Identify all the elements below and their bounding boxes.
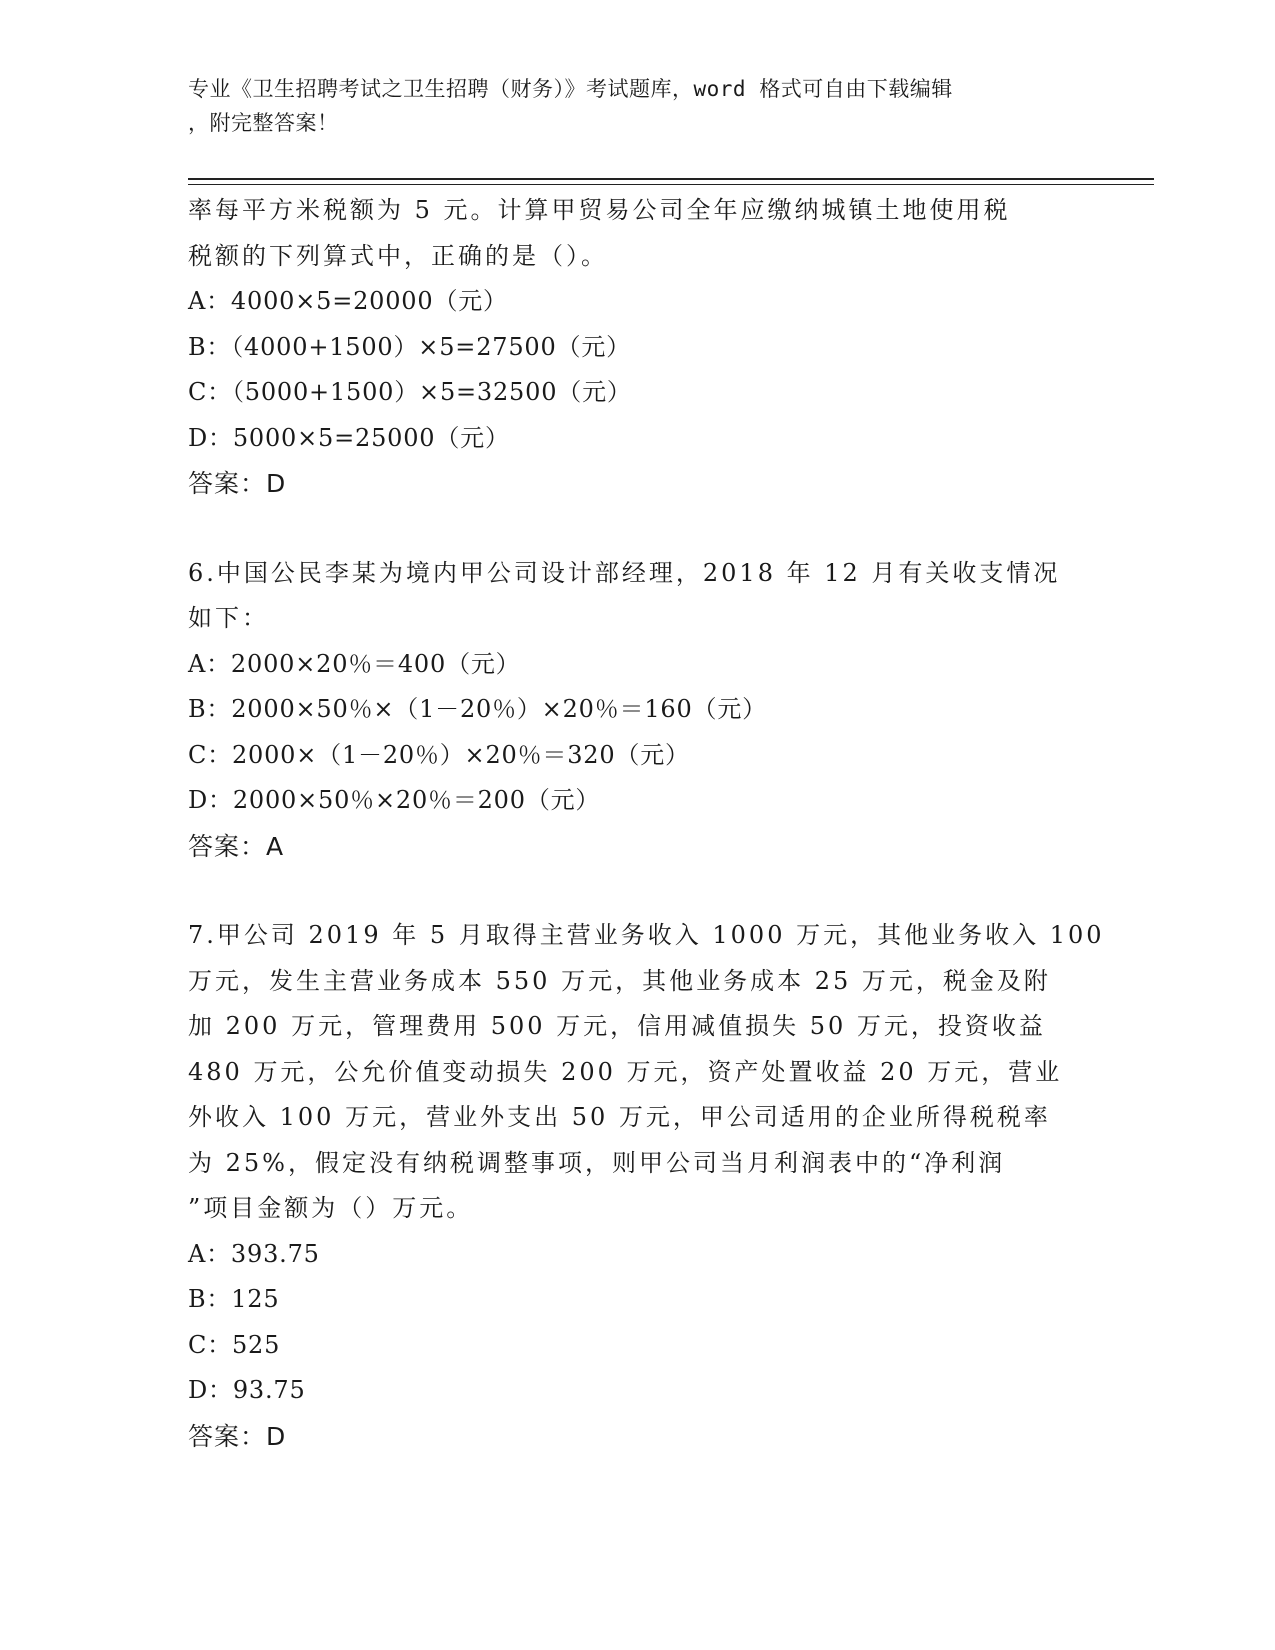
question-5-answer: 答案：D	[188, 469, 287, 498]
question-6-stem-line-2: 如下：	[188, 604, 269, 632]
question-7-stem-line-1: 7.甲公司 2019 年 5 月取得主营业务收入 1000 万元，其他业务收入 100	[188, 921, 1105, 949]
question-7-stem-line-7: ”项目金额为（）万元。	[188, 1194, 474, 1222]
question-6-option-d: D：2000×50％×20％＝200（元）	[188, 786, 601, 814]
question-5-option-b: B：（4000+1500）×5=27500（元）	[188, 332, 631, 361]
header-line-2: ，附完整答案！	[188, 111, 339, 135]
question-5	[188, 188, 1088, 507]
question-7-option-a: A：393.75	[188, 1239, 320, 1268]
question-7-stem-line-2: 万元，发生主营业务成本 550 万元，其他业务成本 25 万元，税金及附	[188, 966, 1051, 995]
question-6-answer: 答案：A	[188, 831, 285, 861]
question-5-stem-line-2: 税额的下列算式中，正确的是（）。	[188, 241, 608, 270]
question-spacer	[188, 507, 1088, 551]
question-7	[188, 913, 1105, 1459]
question-7-stem-line-5: 外收入 100 万元，营业外支出 50 万元，甲公司适用的企业所得税税率	[188, 1103, 1051, 1131]
question-7-stem-line-4: 480 万元，公允价值变动损失 200 万元，资产处置收益 20 万元，营业	[188, 1057, 1063, 1086]
document-header	[188, 72, 1068, 140]
question-7-option-d: D：93.75	[188, 1376, 306, 1404]
question-5-option-a: A：4000×5=20000（元）	[188, 287, 508, 315]
header-line-1: 专业《卫生招聘考试之卫生招聘（财务）》考试题库，word 格式可自由下载编辑	[188, 77, 953, 101]
question-5-option-c: C：（5000+1500）×5=32500（元）	[188, 378, 632, 406]
header-divider-thin	[188, 184, 1154, 185]
question-spacer	[188, 869, 1088, 913]
question-6	[188, 551, 1088, 870]
question-6-option-a: A：2000×20％＝400（元）	[188, 649, 521, 678]
question-7-stem-line-6: 为 25%，假定没有纳税调整事项，则甲公司当月利润表中的“净利润	[188, 1148, 1006, 1177]
question-6-stem-line-1: 6.中国公民李某为境内甲公司设计部经理，2018 年 12 月有关收支情况	[188, 558, 1061, 587]
question-6-option-b: B：2000×50％×（1－20％）×20％＝160（元）	[188, 695, 767, 723]
question-7-option-b: B：125	[188, 1285, 280, 1313]
question-5-stem-line-1: 率每平方米税额为 5 元。计算甲贸易公司全年应缴纳城镇土地使用税	[188, 196, 1011, 224]
question-7-stem-line-3: 加 200 万元，管理费用 500 万元，信用减值损失 50 万元，投资收益	[188, 1012, 1046, 1040]
question-content	[188, 188, 1105, 1459]
question-7-option-c: C：525	[188, 1330, 281, 1359]
question-7-answer: 答案：D	[188, 1421, 287, 1451]
question-6-option-c: C：2000×（1－20％）×20％＝320（元）	[188, 740, 690, 769]
header-divider-thick	[188, 178, 1154, 180]
question-5-option-d: D：5000×5=25000（元）	[188, 423, 510, 452]
